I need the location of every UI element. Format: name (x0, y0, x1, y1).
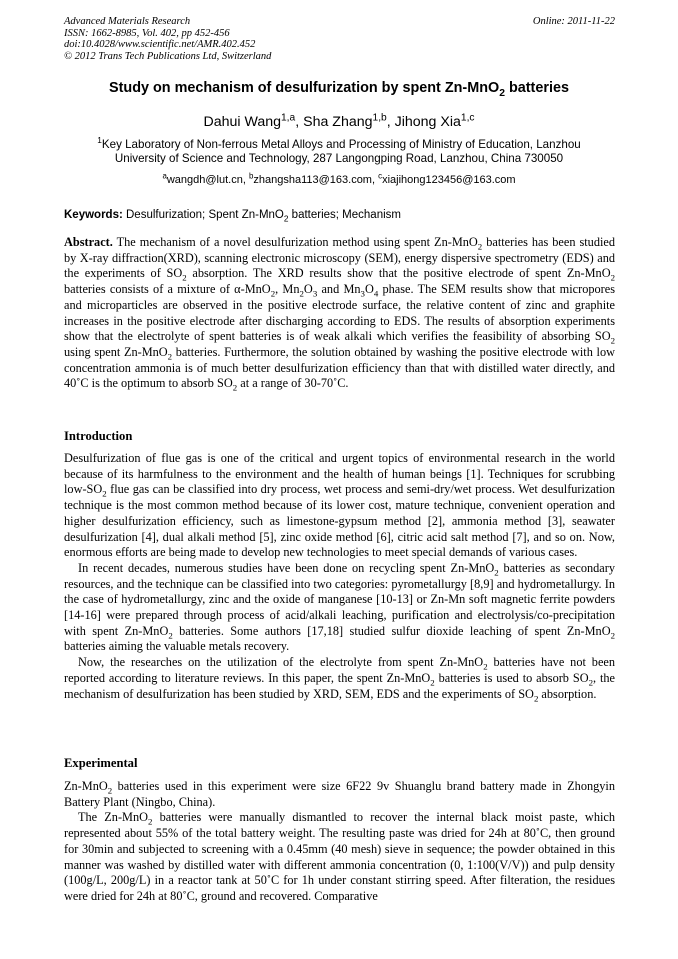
paragraph: Now, the researches on the utilization of the electrolyte from spent Zn-MnO$_2$ batteries have not been reported according to literature reviews. In this paper, the spent Zn-MnO$_2$ batteries is used to absorb $SO_2$, the mechanism of desulfurization has been studied by XRD, SEM, EDS and the experiments of $SO_2$ absorption. (64, 655, 616, 703)
introduction-heading: Introduction (64, 429, 133, 443)
author-name: Jihong Xia (394, 114, 461, 130)
introduction-body (64, 451, 615, 702)
paragraph: In recent decades, numerous studies have been done on recycling spent Zn-MnO$_2$ batteries as secondary resources, and the technique can be classified into two categories: pyrometallurgy [8,9] and hydrometallurgy. In the case of hydrometallurgy, zinc and the oxide of manganese [10-13] or Zn-Mn soft magnetic ferrite powders [14-16] were prepared through process of acid/alkali leaching, purification and electrolysis/co-precipitation with spent Zn-MnO$_2$ batteries. Some authors [17,18] studied sulfur dioxide leaching of spent Zn-MnO$_2$ batteries aiming the valuable metals recovery. (64, 560, 616, 654)
paragraph: The Zn-MnO$_2$ batteries were manually dismantled to recover the internal black moist paste, which represented about 55% of the total battery weight. The resulting paste was dried for 24h at 80˚C, then ground for 30min and subjected to screening with a 0.45mm (40 mesh) sieve in sequence; the powder obtained in this manner was washed by distilled water with different ammonia concentration (0, 1:100(V/V)) and pulp density (100g/L, 200g/L) in a reactor tank at 50˚C for 1h under constant stirring speed. After filteration, the residues were dried for 24h at 80˚C, ground and recovered. Comparative (64, 810, 615, 903)
author-emails: $^a$wangdh@lut.cn, $^b$zhangsha113@163.com, $^c$xiajihong123456@163.com (162, 171, 516, 186)
experimental-heading: Experimental (64, 756, 138, 770)
paragraph: Desulfurization of flue gas is one of the critical and urgent topics of environmental research in the world because of its harmfulness to the environment and the health of human beings [1]. Techniques for scrubbing low-$SO_2$ flue gas can be classified into dry process, wet process and semi-dry/wet process. Wet desulfurization technique is the most common method because of its lower cost, mature technique, convenient operation and higher desulfurization efficiency, such as limestone-gypsum method [2], ammonia method [3], seawater desulfurization [4], dual alkali method [5], zinc oxide method [6], citric acid salt method [7], and so on. Now, enormous efforts are being made to develop new technologies to meet special demands of various cases. (64, 451, 615, 560)
abstract: Abstract. The mechanism of a novel desulfurization method using spent Zn-MnO$_2$ batteries has been studied by X-ray diffraction(XRD), scanning electronic microscopy (SEM), energy dispersive spectrometry (EDS) and the experiments of $SO_2$ absorption. The XRD results show that the positive electrode of spent Zn-MnO$_2$ batteries consists of a mixture of α-MnO$_2$, $Mn_2O_3$ and $Mn_3O_4$ phase. The SEM results show that micropores and microparticles are observed in the positive electrode surface, the relative content of zinc and graphite increases in the positive electrode after discharging according to EDS. The results of absorption experiments show that the electrolyte of spent batteries is of weak alkali which verifies the feasibility of absorbing $SO_2$ using spent Zn-MnO$_2$ batteries. Furthermore, the solution obtained by washing the positive electrode with low concentration ammonia is of much better desulfurization efficiency than that with distilled water directly, and 40˚C is the optimum to absorb $SO_2$ at a range of 30-70˚C. (64, 235, 616, 393)
author-name: Sha Zhang (303, 114, 373, 130)
paragraph: Zn-MnO$_2$ batteries used in this experiment were size 6F22 9v Shuanglu brand battery made in Zhongyin Battery Plant (Ningbo, China). (64, 779, 615, 809)
paper-title: Study on mechanism of desulfurization by spent Zn-MnO$_2$ batteries (109, 80, 569, 99)
author-name: Dahui Wang (203, 114, 281, 130)
author-list: Dahui Wang$^{1,a}$, Sha Zhang$^{1,b}$, Jihong Xia$^{1,c}$ (203, 112, 475, 130)
journal-copyright: © 2012 Trans Tech Publications Ltd, Switzerland (64, 50, 272, 62)
experimental-body (64, 779, 615, 905)
journal-issn: ISSN: 1662-8985, Vol. 402, pp 452-456 (64, 27, 230, 39)
online-date: Online: 2011-11-22 (532, 16, 615, 27)
affiliation: $^1$Key Laboratory of Non-ferrous Metal Alloys and Processing of Ministry of Education, Lanzhou University of Science and Technology, 287 Langongping Road, Lanzhou, China 730050 (97, 135, 581, 165)
journal-name: Advanced Materials Research (64, 16, 191, 27)
email-address: xiajihong123456@163.com (382, 174, 516, 186)
journal-header (64, 16, 271, 62)
email-address: zhangsha113@163.com (253, 174, 372, 186)
email-address: wangdh@lut.cn (166, 174, 243, 186)
keywords: Keywords: Desulfurization; Spent Zn-MnO$_2$ batteries; Mechanism (64, 209, 401, 224)
journal-doi: doi:10.4028/www.scientific.net/AMR.402.452 (64, 39, 256, 50)
